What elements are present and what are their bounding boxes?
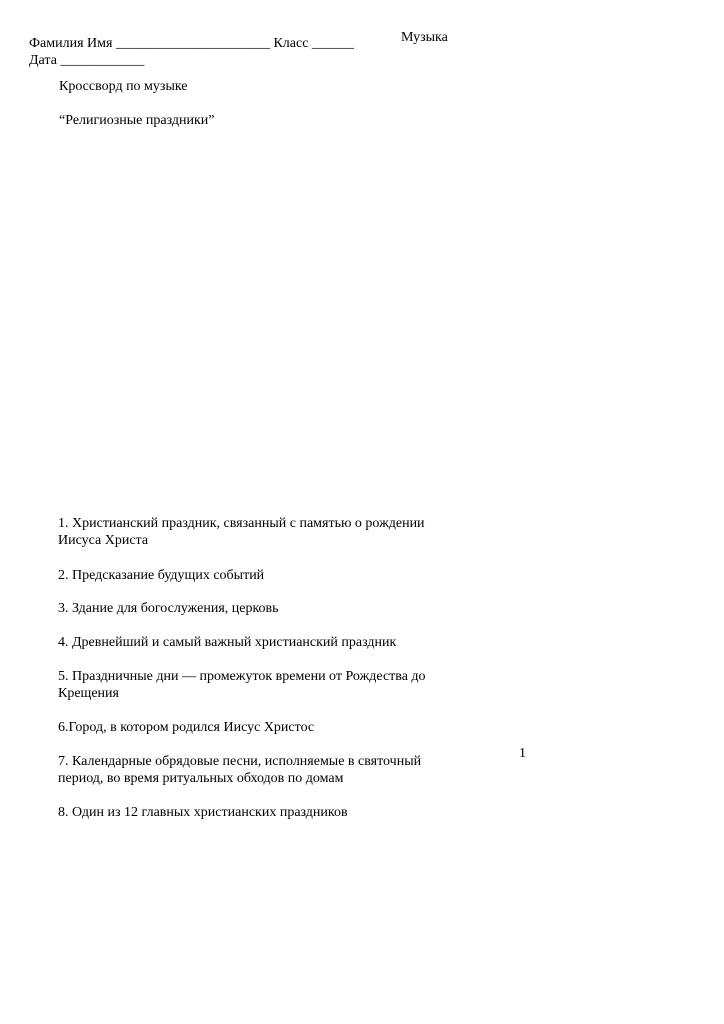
name-class-line: Фамилия Имя ______________________ Класс ______ [29, 36, 354, 51]
date-line: Дата ____________ [29, 53, 145, 68]
worksheet-subtitle: “Религиозные праздники” [59, 113, 215, 128]
worksheet-title: Кроссворд по музыке [59, 79, 188, 94]
page-number: 1 [519, 746, 526, 761]
subject-label: Музыка [401, 30, 448, 45]
clue-4: 4. Древнейший и самый важный христианский праздник [58, 635, 397, 650]
clue-2: 2. Предсказание будущих событий [58, 568, 265, 583]
crossword-area [58, 140, 478, 500]
clue-3: 3. Здание для богослужения, церковь [58, 601, 279, 616]
clue-8: 8. Один из 12 главных христианских праздников [58, 805, 348, 820]
clue-1: 1. Христианский праздник, связанный с памятью о рождении Иисуса Христа [58, 516, 425, 548]
clue-6: 6.Город, в котором родился Иисус Христос [58, 720, 315, 735]
clue-5: 5. Праздничные дни — промежуток времени от Рождества до Крещения [58, 669, 426, 701]
clue-7: 7. Календарные обрядовые песни, исполняемые в святочный период, во время ритуальных обходов по домам [58, 754, 422, 786]
